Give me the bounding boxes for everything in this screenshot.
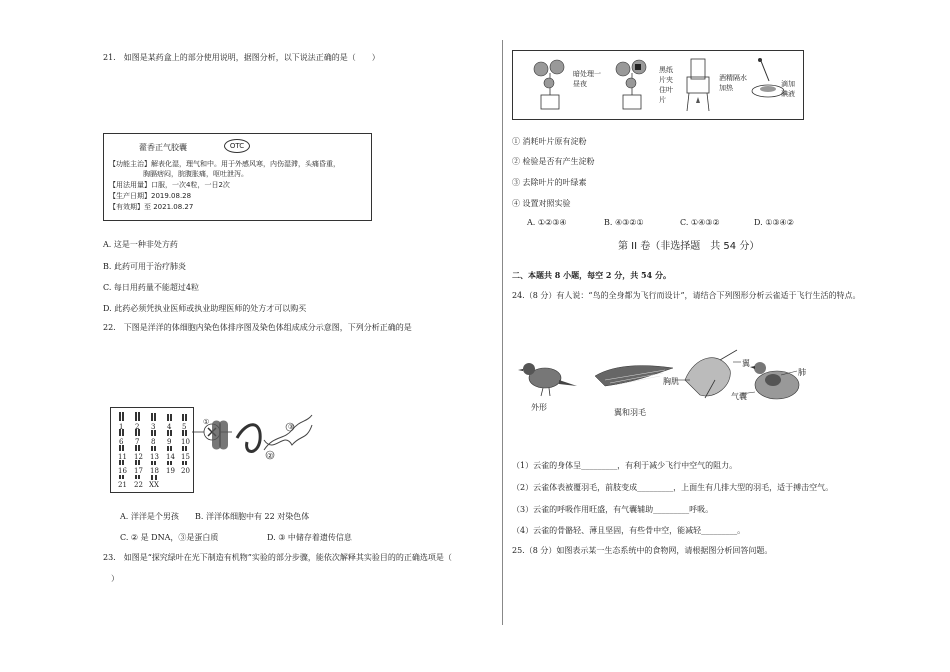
q23-stem: 23. 如图是“探究绿叶在光下制造有机物”实验的部分步骤，能依次解释其实验目的的正确选项是（	[103, 553, 452, 562]
karyo-num: 7	[135, 438, 140, 446]
q23-option-c: C. ①④③②	[680, 218, 720, 227]
karyo-num: XX	[149, 481, 159, 489]
q24-blank-1: （1）云雀的身体呈_________，有利于减少飞行中空气的阻力。	[512, 461, 738, 470]
exp-label-3: 酒精隔水加热	[719, 74, 747, 92]
exp-label-1: 暗处理一昼夜	[573, 70, 601, 88]
drug-line-3: 【用法用量】口服，一次4粒，一日2次	[109, 181, 230, 189]
experiment-steps-illustration	[513, 51, 803, 119]
label-lung: 肺	[798, 368, 806, 377]
q21-option-d: D. 此药必须凭执业医师或执业助理医师的处方才可以购买	[103, 304, 307, 313]
q22-stem: 22. 下图是洋洋的体细胞内染色体排序图及染色体组成成分示意图，下列分析正确的是	[103, 323, 412, 332]
q23-option-a: A. ①②③④	[527, 218, 567, 227]
karyotype-box	[110, 407, 194, 493]
karyo-num: 4	[167, 423, 172, 431]
q21-option-c: C. 每日用药量不能超过4粒	[103, 283, 200, 292]
q23-item-4: ④ 设置对照实验	[512, 199, 571, 208]
drug-name: 藿香正气胶囊	[139, 143, 187, 152]
karyo-num: 17	[134, 467, 143, 475]
q24-stem: 24.（8 分）有人说：“鸟的全身都为飞行而设计”，请结合下列图形分析云雀适于飞行生活的特点。	[512, 291, 861, 300]
karyo-num: 1	[119, 423, 124, 431]
otc-badge: OTC	[224, 139, 250, 153]
karyo-num: 12	[134, 453, 143, 461]
q24-blank-2: （2）云雀体表被覆羽毛，前肢变成_________，上面生有几排大型的羽毛，适于搏击空气。	[512, 483, 834, 492]
karyo-num: 9	[167, 438, 172, 446]
karyo-num: 11	[118, 453, 127, 461]
label-wing: 翼	[742, 359, 750, 368]
karyo-num: 20	[181, 467, 190, 475]
q23-item-3: ③ 去除叶片的叶绿素	[512, 178, 587, 187]
part2-title: 第 II 卷（非选择题 共 54 分）	[618, 241, 760, 252]
q23-option-d: D. ①③④②	[754, 218, 794, 227]
q23-item-1: ① 消耗叶片原有淀粉	[512, 137, 587, 146]
q23-item-2: ② 检验是否有产生淀粉	[512, 157, 595, 166]
chromosome-composition-diagram	[192, 410, 322, 470]
section2-heading: 二、本题共 8 小题，每空 2 分，共 54 分。	[512, 270, 671, 280]
exp-label-4: 滴加碘液	[781, 80, 795, 98]
q23-stem-end: ）	[111, 574, 119, 583]
marker-3: ③	[288, 423, 295, 431]
drug-label-box	[103, 133, 372, 221]
karyo-num: 15	[181, 453, 190, 461]
karyo-num: 18	[150, 467, 159, 475]
karyo-num: 5	[182, 423, 187, 431]
karyo-num: 19	[166, 467, 175, 475]
karyo-num: 14	[166, 453, 175, 461]
drug-line-2: 胸膈痞闷，脘腹胀痛，呕吐泄泻。	[143, 170, 248, 178]
label-shape: 外形	[531, 403, 547, 412]
drug-line-1: 【功能主治】解表化湿，理气和中。用于外感风寒，内伤湿滞，头痛昏重，	[109, 160, 340, 168]
q22-option-d: D. ③ 中储存着遗传信息	[267, 533, 352, 542]
karyo-num: 22	[134, 481, 143, 489]
karyo-num: 6	[119, 438, 124, 446]
column-divider	[502, 40, 503, 625]
q22-option-c: C. ② 是 DNA，③是蛋白质	[120, 533, 219, 542]
q23-option-b: B. ④③②①	[604, 218, 644, 227]
marker-2: ②	[267, 452, 274, 460]
drug-line-4: 【生产日期】2019.08.28	[109, 192, 192, 200]
karyo-num: 3	[151, 423, 156, 431]
exp-label-2: 黑纸片夹住叶片	[659, 66, 673, 104]
karyo-num: 2	[135, 423, 140, 431]
marker-1: ①	[203, 418, 210, 426]
drug-line-5: 【有效期】至 2021.08.27	[109, 203, 194, 211]
karyo-num: 16	[118, 467, 127, 475]
q22-option-b: B. 洋洋体细胞中有 22 对染色体	[195, 512, 310, 521]
experiment-steps-box	[512, 50, 804, 120]
q21-option-a: A. 这是一种非处方药	[103, 240, 178, 249]
q21-stem: 21. 如图是某药盒上的部分使用说明，据图分析，以下说法正确的是（ ）	[103, 53, 380, 62]
label-wing-feather: 翼和羽毛	[614, 408, 646, 417]
q24-blank-3: （3）云雀的呼吸作用旺盛，有气囊辅助_________呼吸。	[512, 505, 714, 514]
q21-option-b: B. 此药可用于治疗肺炎	[103, 262, 186, 271]
q24-blank-4: （4）云雀的骨骼轻、薄且坚固，有些骨中空，能减轻_________。	[512, 526, 746, 535]
karyo-num: 10	[181, 438, 190, 446]
q25-stem: 25.（8 分）如图表示某一生态系统中的食物网，请根据图分析回答问题。	[512, 546, 773, 555]
label-air-sac: 气囊	[731, 392, 747, 401]
q22-option-a: A. 洋洋是个男孩	[120, 512, 179, 521]
label-chest-muscle: 胸肌	[663, 377, 679, 386]
karyo-num: 13	[150, 453, 159, 461]
karyo-num: 21	[118, 481, 127, 489]
karyo-num: 8	[151, 438, 156, 446]
